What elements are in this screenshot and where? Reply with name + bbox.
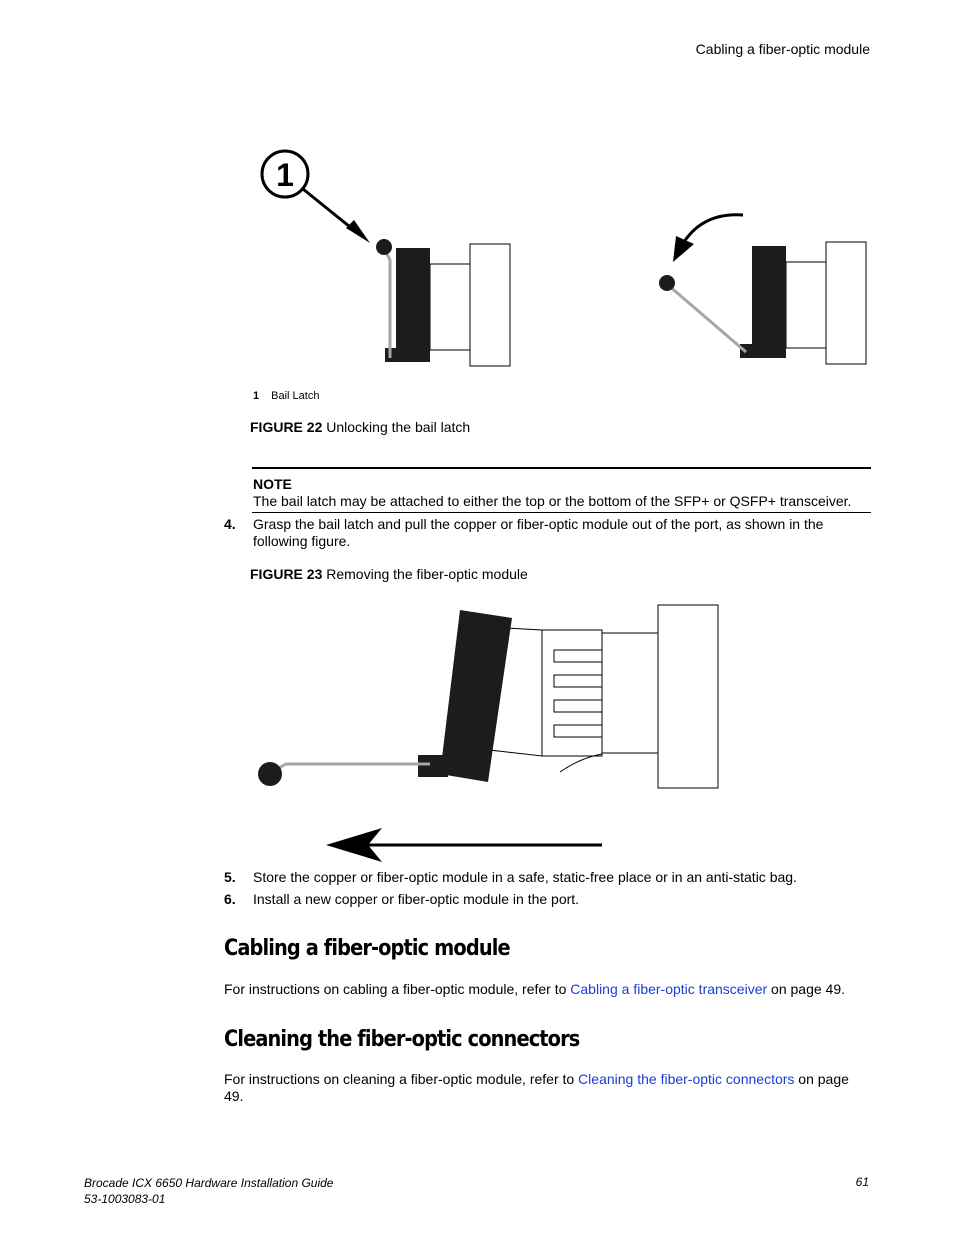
- port-housing: [542, 605, 718, 788]
- section-heading-cabling: Cabling a fiber-optic module: [224, 936, 510, 961]
- step-4: [224, 516, 870, 550]
- figure22-legend: [253, 390, 319, 402]
- figure22-title: Unlocking the bail latch: [326, 419, 471, 435]
- cross-reference-link[interactable]: Cabling a fiber-optic transceiver: [570, 981, 768, 997]
- step-number: 6.: [224, 891, 236, 907]
- figure23-label: FIGURE 23: [250, 566, 323, 582]
- callout-1: [262, 151, 370, 243]
- module-locked: [376, 239, 510, 366]
- figure22-illustration: [250, 140, 880, 380]
- step-number: 4.: [224, 516, 236, 532]
- step-text: Grasp the bail latch and pull the copper or fiber-optic module out of the port, as shown in the following figure.: [253, 516, 824, 549]
- section-heading-cleaning: Cleaning the fiber-optic connectors: [224, 1027, 580, 1052]
- step-5: [224, 869, 870, 886]
- figure23-caption: [250, 566, 528, 582]
- footer-doc-info: [84, 1175, 333, 1207]
- figure22-label: FIGURE 22: [250, 419, 323, 435]
- step-text: Install a new copper or fiber-optic module in the port.: [253, 891, 580, 907]
- section-paragraph-cleaning: [224, 1071, 864, 1105]
- footer-doc-number: 53-1003083-01: [84, 1192, 166, 1206]
- legend-text: Bail Latch: [271, 390, 320, 402]
- page-number: 61: [855, 1175, 869, 1189]
- cross-reference-link[interactable]: Cleaning the fiber-optic connectors: [578, 1071, 795, 1087]
- note-box: [252, 467, 871, 513]
- step-text: Store the copper or fiber-optic module in a safe, static-free place or in an anti-static bag.: [253, 869, 797, 885]
- pull-arrow: [326, 828, 602, 862]
- legend-number: 1: [253, 390, 260, 402]
- note-title: NOTE: [253, 476, 292, 492]
- callout-number: 1: [276, 157, 294, 193]
- module-unlocked: [659, 215, 866, 364]
- paragraph-text: on page 49.: [767, 981, 846, 997]
- note-text: The bail latch may be attached to either the top or the bottom of the SFP+ or QSFP+ transceiver.: [253, 493, 852, 509]
- figure23-title: Removing the fiber-optic module: [326, 566, 528, 582]
- step-number: 5.: [224, 869, 236, 885]
- paragraph-text: For instructions on cabling a fiber-optic module, refer to: [224, 981, 571, 997]
- figure23-illustration: [250, 600, 730, 870]
- paragraph-text: For instructions on cleaning a fiber-optic module, refer to: [224, 1071, 579, 1087]
- step-6: [224, 891, 870, 908]
- figure22-caption: [250, 419, 470, 435]
- paragraph-text: on page 49.: [224, 1071, 849, 1104]
- footer-doc-title: Brocade ICX 6650 Hardware Installation Guide: [84, 1176, 334, 1190]
- running-header: Cabling a fiber-optic module: [695, 41, 870, 57]
- section-paragraph-cabling: [224, 981, 864, 998]
- module-pulled-out: [258, 610, 542, 786]
